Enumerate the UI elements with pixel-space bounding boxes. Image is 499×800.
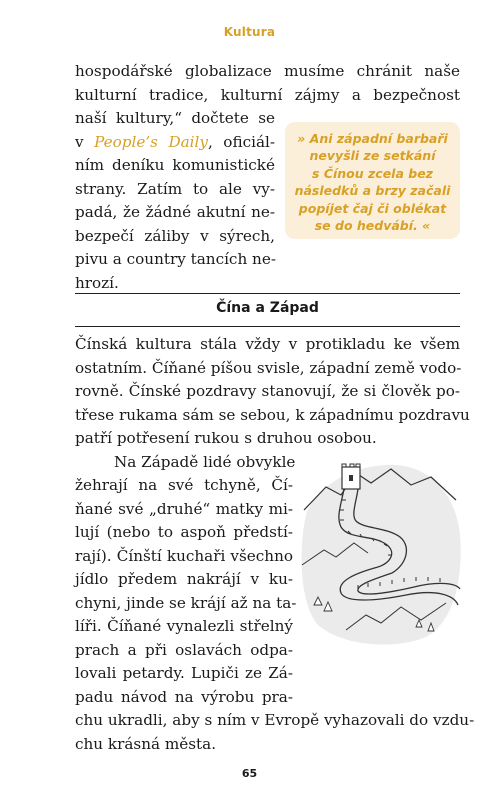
pull-quote-line: následků a brzy začali	[294, 183, 451, 199]
text-line: ňané své „druhé“ matky mi-	[75, 500, 293, 518]
text-line: padá, že žádné akutní ne-	[75, 203, 275, 221]
text-line: lují (nebo to aspoň předstí-	[75, 523, 293, 541]
section-title: Čína a Západ	[216, 300, 319, 316]
watchtower-window	[349, 475, 353, 481]
text-line: prach a při oslavách odpa-	[75, 641, 293, 659]
section-divider-bottom	[75, 326, 460, 327]
text-line	[75, 131, 275, 155]
text-fragment: , oficiál-	[207, 133, 275, 151]
text-line: patří potřesení rukou s druhou osobou.	[75, 429, 377, 447]
pull-quote-line: » Ani západní barbaři	[297, 131, 448, 146]
text-fragment: v	[75, 133, 95, 151]
text-line: líři. Číňané vynalezli střelný	[75, 617, 293, 635]
text-line: strany. Zatím to ale vy-	[75, 180, 275, 198]
great-wall-illustration	[296, 455, 464, 645]
text-line: kulturní tradice, kulturní zájmy a bezpečnost	[75, 86, 460, 104]
pull-quote-line: se do hedvábí. «	[314, 218, 431, 234]
text-line: Na Západě lidé obvykle	[114, 453, 296, 471]
text-line: naší kultury,“ dočtete se	[75, 109, 275, 127]
section-divider-top	[75, 293, 460, 294]
pull-quote-line: popíjet čaj či oblékat	[298, 200, 447, 216]
text-line: třese rukama sám se sebou, k západnímu pozdravu	[75, 406, 470, 424]
pull-quote	[285, 122, 460, 239]
text-line: chyni, jinde se krájí až na ta-	[75, 594, 297, 612]
illustration-background	[302, 465, 461, 645]
pull-quote-line: nevyšli ze setkání	[309, 148, 436, 164]
text-line: jídlo předem nakrájí v ku-	[75, 570, 293, 588]
text-line: chu ukradli, aby s ním v Evropě vyhazovali do vzdu-	[75, 711, 475, 729]
text-line: ním deníku komunistické	[75, 156, 275, 174]
text-line: rovně. Čínské pozdravy stanovují, že si člověk po-	[75, 382, 460, 400]
text-line: ostatním. Číňané píšou svisle, západní země vodo-	[75, 359, 462, 377]
source-name: People’s Daily	[94, 133, 208, 151]
pull-quote-line: s Čínou zcela bez	[312, 165, 433, 181]
running-header: Kultura	[223, 25, 276, 39]
text-line: rají). Čínští kuchaři všechno	[75, 547, 293, 565]
page-number: 65	[241, 767, 258, 780]
text-line: pivu a country tancích ne-	[75, 250, 276, 268]
text-line: padu návod na výrobu pra-	[75, 688, 293, 706]
text-line: lovali petardy. Lupiči ze Zá-	[75, 664, 293, 682]
text-line: hospodářské globalizace musíme chránit naše	[75, 62, 460, 80]
text-line: hrozí.	[75, 274, 119, 292]
text-line: žehrají na své tchyně, Čí-	[75, 476, 293, 494]
text-line: Čínská kultura stála vždy v protikladu ke všem	[75, 335, 460, 353]
text-line: bezpečí záliby v sýrech,	[75, 227, 275, 245]
text-line: chu krásná města.	[75, 735, 217, 753]
